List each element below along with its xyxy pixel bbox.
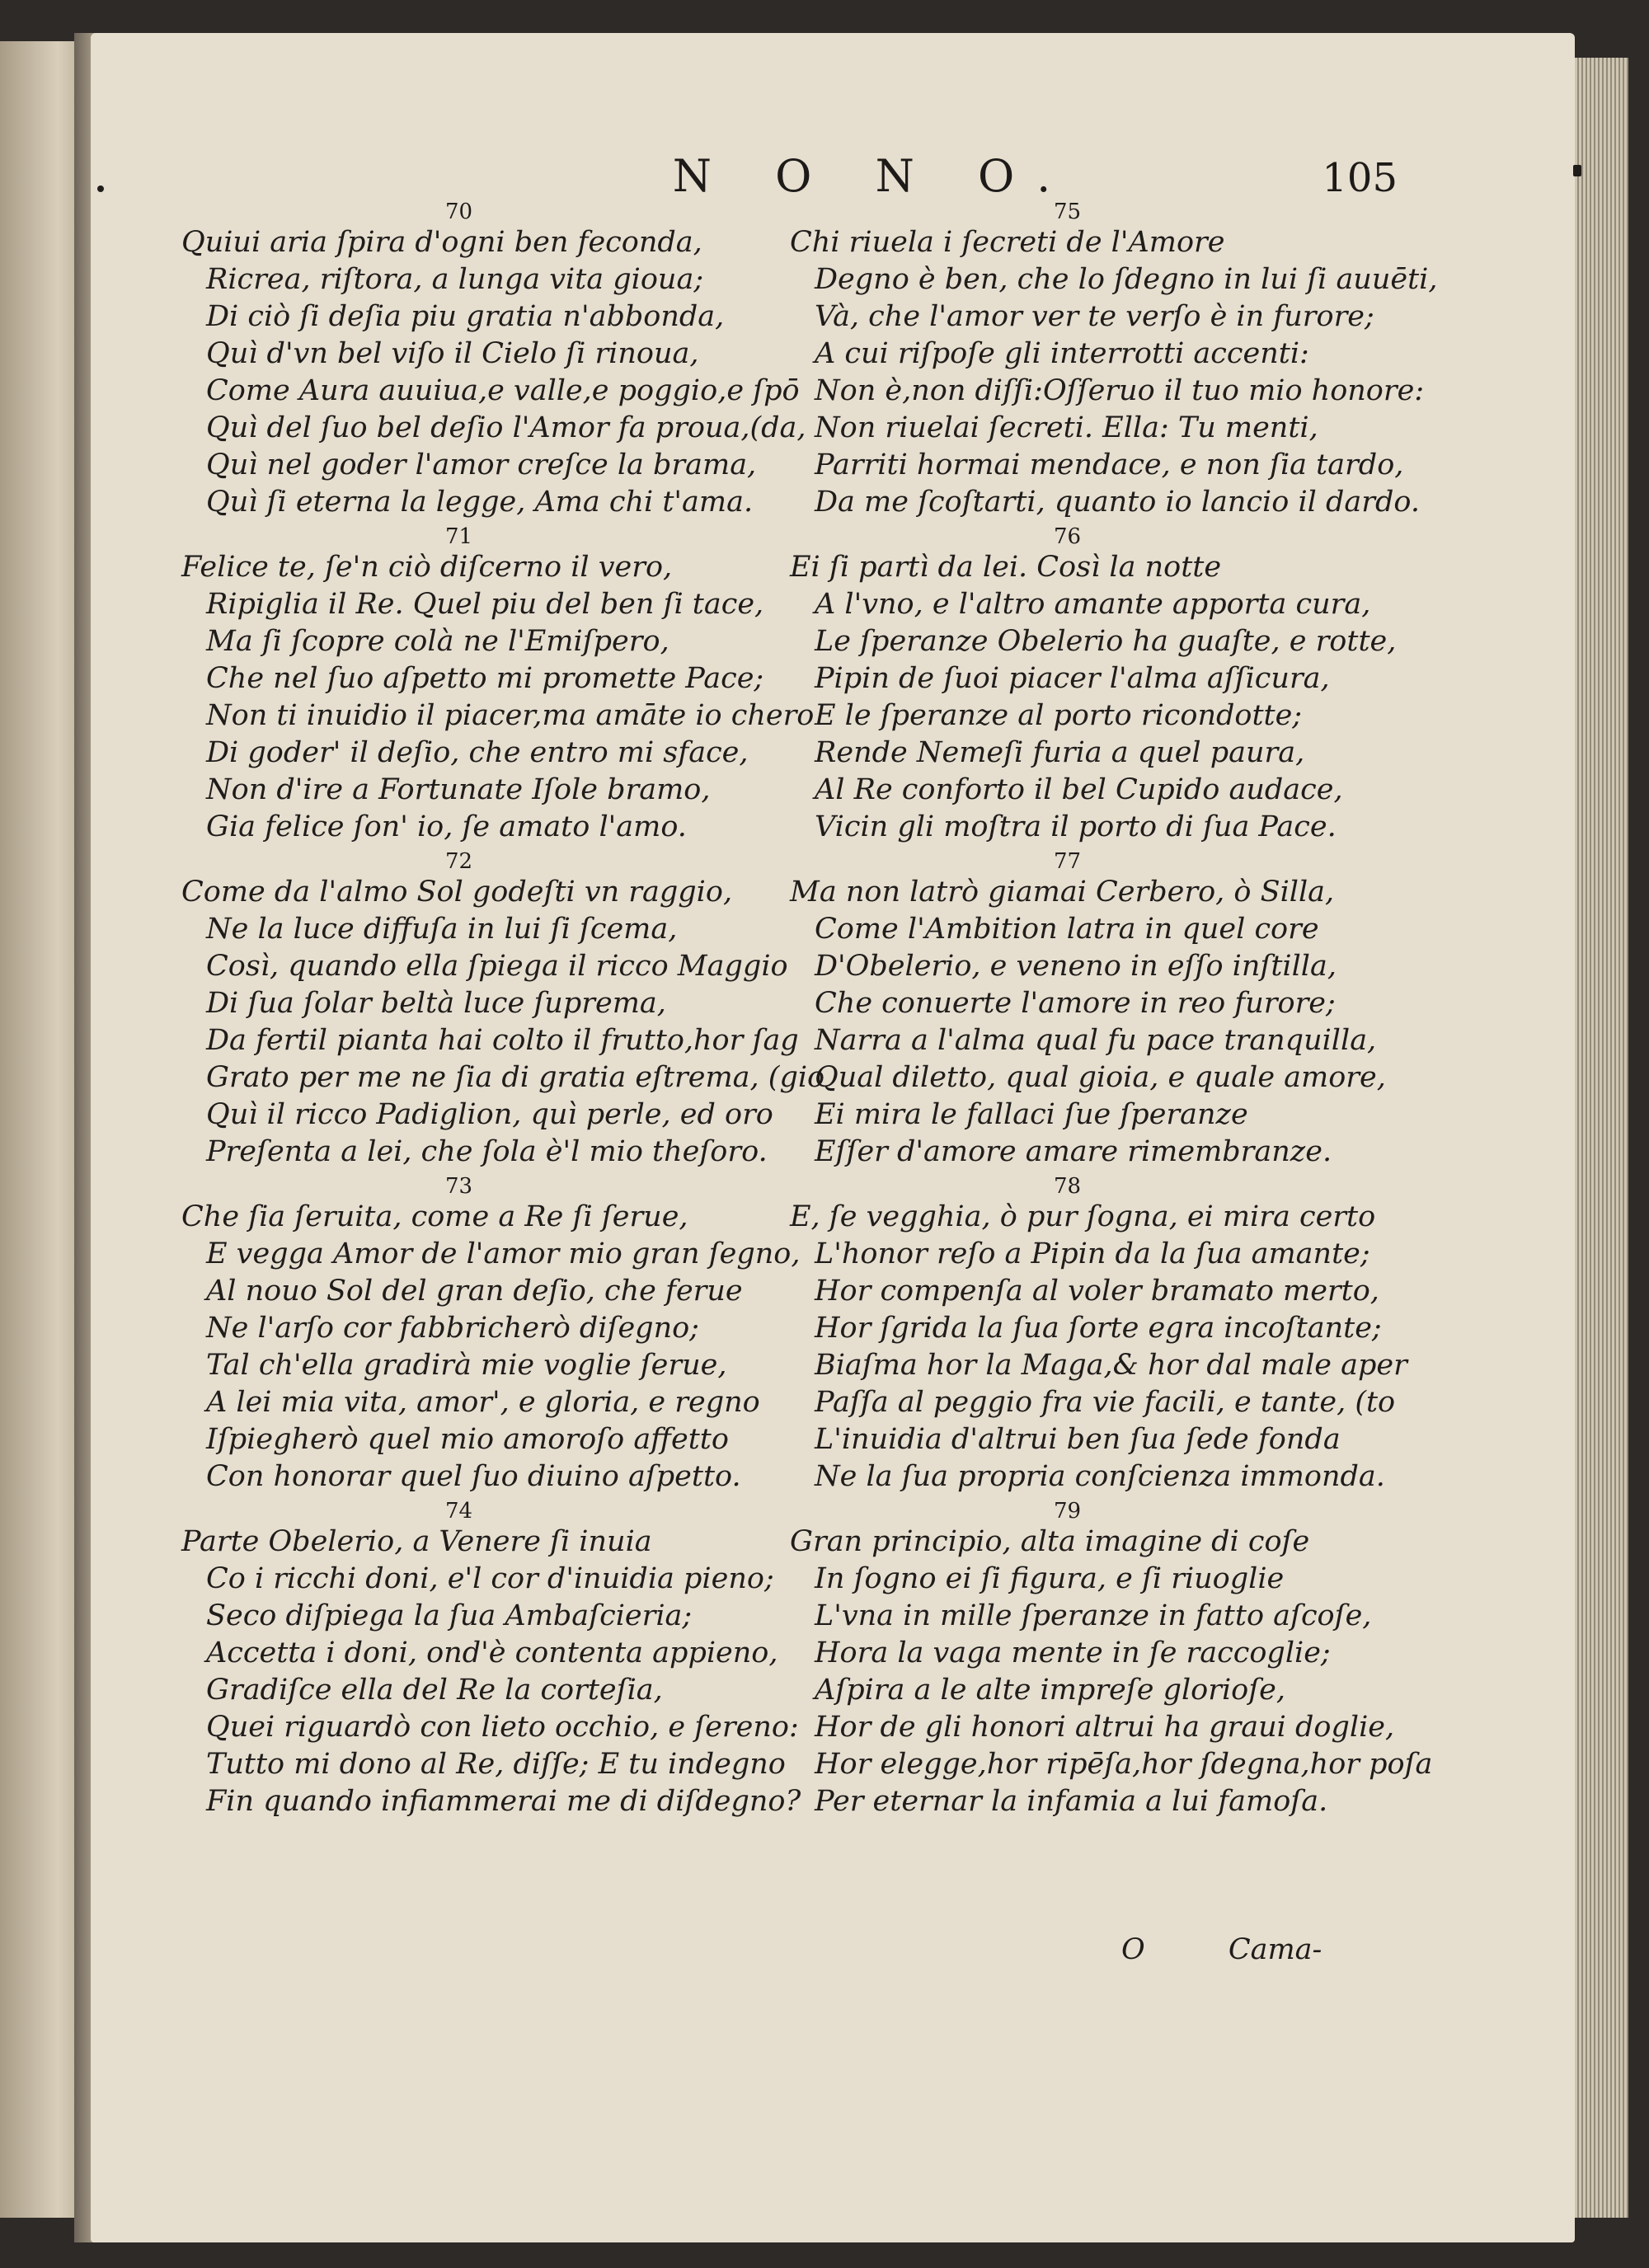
verse-line: Quì nel goder l'amor creſce la brama, xyxy=(206,448,757,481)
stanza xyxy=(181,1174,808,1496)
page-number: 105 xyxy=(1322,155,1398,201)
verse-line: Felice te, ſe'n ciò diſcerno il vero, xyxy=(181,551,673,584)
stanza-number: 77 xyxy=(1054,849,1082,874)
verse-line: Parriti hormai mendace, e non ſia tardo, xyxy=(815,448,1404,481)
page-block-edges xyxy=(1571,58,1628,2218)
verse-line: E le ſperanze al porto ricondotte; xyxy=(815,699,1303,732)
catchword-line xyxy=(1121,1933,1369,1966)
stanza-number: 73 xyxy=(445,1174,473,1199)
verse-line: Di ciò ſi deſia piu gratia n'abbonda, xyxy=(206,300,725,333)
verse-line: Ne la luce diffuſa in lui ſi ſcema, xyxy=(206,913,678,946)
stanza xyxy=(790,1499,1433,1820)
verse-line: Accetta i doni, ond'è contenta appieno, xyxy=(206,1636,778,1669)
verse-line: Aſpira a le alte impreſe glorioſe, xyxy=(815,1674,1286,1707)
verse-line: E, ſe vegghia, ò pur ſogna, ei mira certo xyxy=(790,1200,1376,1233)
stanza xyxy=(790,200,1438,521)
verse-line: Al nouo Sol del gran deſio, che ferue xyxy=(206,1275,743,1308)
verse-line: A l'vno, e l'altro amante apporta cura, xyxy=(815,588,1371,621)
verse-line: A cui riſpoſe gli interrotti accenti: xyxy=(815,337,1309,370)
verse-line: Che nel ſuo aſpetto mi promette Pace; xyxy=(206,662,764,695)
stanza xyxy=(790,524,1416,846)
verse-line: Và, che l'amor ver te verſo è in furore; xyxy=(815,300,1374,333)
verse-line: Gran principio, alta imagine di coſe xyxy=(790,1525,1310,1558)
stanza xyxy=(790,1174,1416,1496)
stanza-number: 72 xyxy=(445,849,473,874)
verse-line: Ma ſi ſcopre colà ne l'Emiſpero, xyxy=(206,625,669,658)
verse-line: Non è,non diſſi:Oſſeruo il tuo mio honore: xyxy=(815,374,1425,407)
stanza-number: 79 xyxy=(1054,1499,1082,1524)
stanza xyxy=(181,849,825,1171)
verse-line: Preſenta a lei, che ſola è'l mio theſoro. xyxy=(206,1135,768,1168)
verse-line: Ei mira le fallaci ſue ſperanze xyxy=(815,1098,1248,1131)
verse-line: Gradiſce ella del Re la corteſia, xyxy=(206,1674,663,1707)
verse-line: In ſogno ei ſi figura, e ſi riuoglie xyxy=(815,1562,1285,1595)
verse-line: Eſſer d'amore amare rimembranze. xyxy=(815,1135,1332,1168)
verse-line: Ripiglia il Re. Quel piu del ben ſi tace, xyxy=(206,588,764,621)
verse-line: Degno è ben, che lo ſdegno in lui ſi auuēti, xyxy=(815,263,1438,296)
verse-line: Paſſa al peggio fra vie facili, e tante, (to xyxy=(815,1386,1396,1419)
stanza xyxy=(790,849,1416,1171)
stanza-number: 75 xyxy=(1054,200,1082,224)
stanza-number: 70 xyxy=(445,200,473,224)
verse-line: Chi riuela i ſecreti de l'Amore xyxy=(790,226,1225,259)
verse-line: Hora la vaga mente in ſe raccoglie; xyxy=(815,1636,1331,1669)
verse-line: Così, quando ella ſpiega il ricco Maggio xyxy=(206,950,788,983)
verse-line: Che conuerte l'amore in reo furore; xyxy=(815,987,1336,1020)
verse-line: Grato per me ne ſia di gratia eſtrema, (gio xyxy=(206,1061,825,1094)
verse-line: Hor de gli honori altrui ha graui doglie, xyxy=(815,1711,1395,1744)
verse-line: Di ſua ſolar beltà luce ſuprema, xyxy=(206,987,666,1020)
verse-line: Per eternar la infamia a lui famoſa. xyxy=(815,1785,1328,1818)
stanza-number: 76 xyxy=(1054,524,1082,549)
signature-mark: O xyxy=(1121,1933,1145,1966)
verse-line: E vegga Amor de l'amor mio gran ſegno, xyxy=(206,1237,801,1270)
verse-line: Quiui aria ſpira d'ogni ben feconda, xyxy=(181,226,702,259)
running-head: N O N O. xyxy=(672,150,1076,202)
stanza-number: 74 xyxy=(445,1499,473,1524)
verse-line: Hor compenſa al voler bramato merto, xyxy=(815,1275,1379,1308)
verse-line: Al Re conforto il bel Cupido audace, xyxy=(815,773,1343,806)
verse-line: Come da l'almo Sol godeſti vn raggio, xyxy=(181,876,733,909)
verse-line: Quì d'vn bel viſo il Cielo ſi rinoua, xyxy=(206,337,699,370)
verse-line: Tal ch'ella gradirà mie voglie ſerue, xyxy=(206,1349,727,1382)
verse-line: Con honorar quel ſuo diuino aſpetto. xyxy=(206,1460,741,1493)
verse-line: Quì del ſuo bel deſio l'Amor fa proua,(da, xyxy=(206,411,806,444)
verse-line: Biaſma hor la Maga,& hor dal male aper xyxy=(815,1349,1407,1382)
verse-line: Pipin de ſuoi piacer l'alma aſſicura, xyxy=(815,662,1330,695)
verse-line: Non riuelai ſecreti. Ella: Tu menti, xyxy=(815,411,1318,444)
stanza-number: 71 xyxy=(445,524,473,549)
verse-line: Che ſia ſeruita, come a Re ſi ſerue, xyxy=(181,1200,688,1233)
verse-line: L'inuidia d'altrui ben ſua ſede fonda xyxy=(815,1423,1341,1456)
margin-mark xyxy=(97,185,104,192)
verse-line: Non d'ire a Fortunate Iſole bramo, xyxy=(206,773,711,806)
verse-line: L'honor reſo a Pipin da la ſua amante; xyxy=(815,1237,1370,1270)
left-column xyxy=(181,200,825,1824)
verse-line: Quì ſi eterna la legge, Ama chi t'ama. xyxy=(206,486,754,519)
verse-line: A lei mia vita, amor', e gloria, e regno xyxy=(206,1386,760,1419)
stanza xyxy=(181,524,815,846)
verse-line: Ne la ſua propria conſcienza immonda. xyxy=(815,1460,1385,1493)
verse-line: Ricrea, riſtora, a lunga vita gioua; xyxy=(206,263,704,296)
verse-line: Da fertil pianta hai colto il frutto,hor ſag xyxy=(206,1024,799,1057)
verse-line: Ma non latrò giamai Cerbero, ò Silla, xyxy=(790,876,1335,909)
stanza-number: 78 xyxy=(1054,1174,1082,1199)
verse-line: Seco diſpiega la ſua Ambaſcieria; xyxy=(206,1599,693,1632)
stanza xyxy=(181,1499,808,1820)
verse-line: Fin quando infiammerai me di diſdegno? xyxy=(206,1785,801,1818)
verse-line: Quì il ricco Padiglion, quì perle, ed oro xyxy=(206,1098,773,1131)
verse-line: Co i ricchi doni, e'l cor d'inuidia pieno; xyxy=(206,1562,774,1595)
verse-line: Gia felice ſon' io, ſe amato l'amo. xyxy=(206,810,687,843)
verse-line: D'Obelerio, e veneno in eſſo inſtilla, xyxy=(815,950,1337,983)
verse-line: Da me ſcoſtarti, quanto io lancio il dardo. xyxy=(815,486,1420,519)
verse-line: Tutto mi dono al Re, diſſe; E tu indegno xyxy=(206,1748,786,1781)
verse-line: Come Aura auuiua,e valle,e poggio,e ſpō xyxy=(206,374,800,407)
verse-line: Non ti inuidio il piacer,ma amāte io chero xyxy=(206,699,815,732)
verse-line: Qual diletto, qual gioia, e quale amore, xyxy=(815,1061,1386,1094)
verse-line: Hor elegge,hor ripēſa,hor ſdegna,hor poſa xyxy=(815,1748,1433,1781)
verse-line: Ne l'arſo cor fabbricherò diſegno; xyxy=(206,1312,699,1345)
verse-line: Iſpiegherò quel mio amoroſo affetto xyxy=(206,1423,729,1456)
stanza xyxy=(181,200,808,521)
verse-line: Parte Obelerio, a Venere ſi inuia xyxy=(181,1525,652,1558)
facing-page-edge xyxy=(0,41,82,2218)
verse-line: Hor ſgrida la ſua ſorte egra incoſtante; xyxy=(815,1312,1382,1345)
verse-line: Vicin gli moſtra il porto di ſua Pace. xyxy=(815,810,1337,843)
verse-line: Quei riguardò con lieto occhio, e ſereno: xyxy=(206,1711,799,1744)
verse-line: Ei ſi partì da lei. Così la notte xyxy=(790,551,1222,584)
catchword: Cama- xyxy=(1228,1933,1322,1966)
verse-line: Come l'Ambition latra in quel core xyxy=(815,913,1319,946)
verse-line: L'vna in mille ſperanze in fatto aſcoſe, xyxy=(815,1599,1372,1632)
verse-line: Narra a l'alma qual fu pace tranquilla, xyxy=(815,1024,1377,1057)
verse-line: Le ſperanze Obelerio ha guaſte, e rotte, xyxy=(815,625,1397,658)
verse-line: Di goder' il deſio, che entro mi sface, xyxy=(206,736,749,769)
margin-mark xyxy=(1573,165,1581,176)
right-column xyxy=(790,200,1438,1824)
verse-line: Rende Nemeſi furia a quel paura, xyxy=(815,736,1305,769)
